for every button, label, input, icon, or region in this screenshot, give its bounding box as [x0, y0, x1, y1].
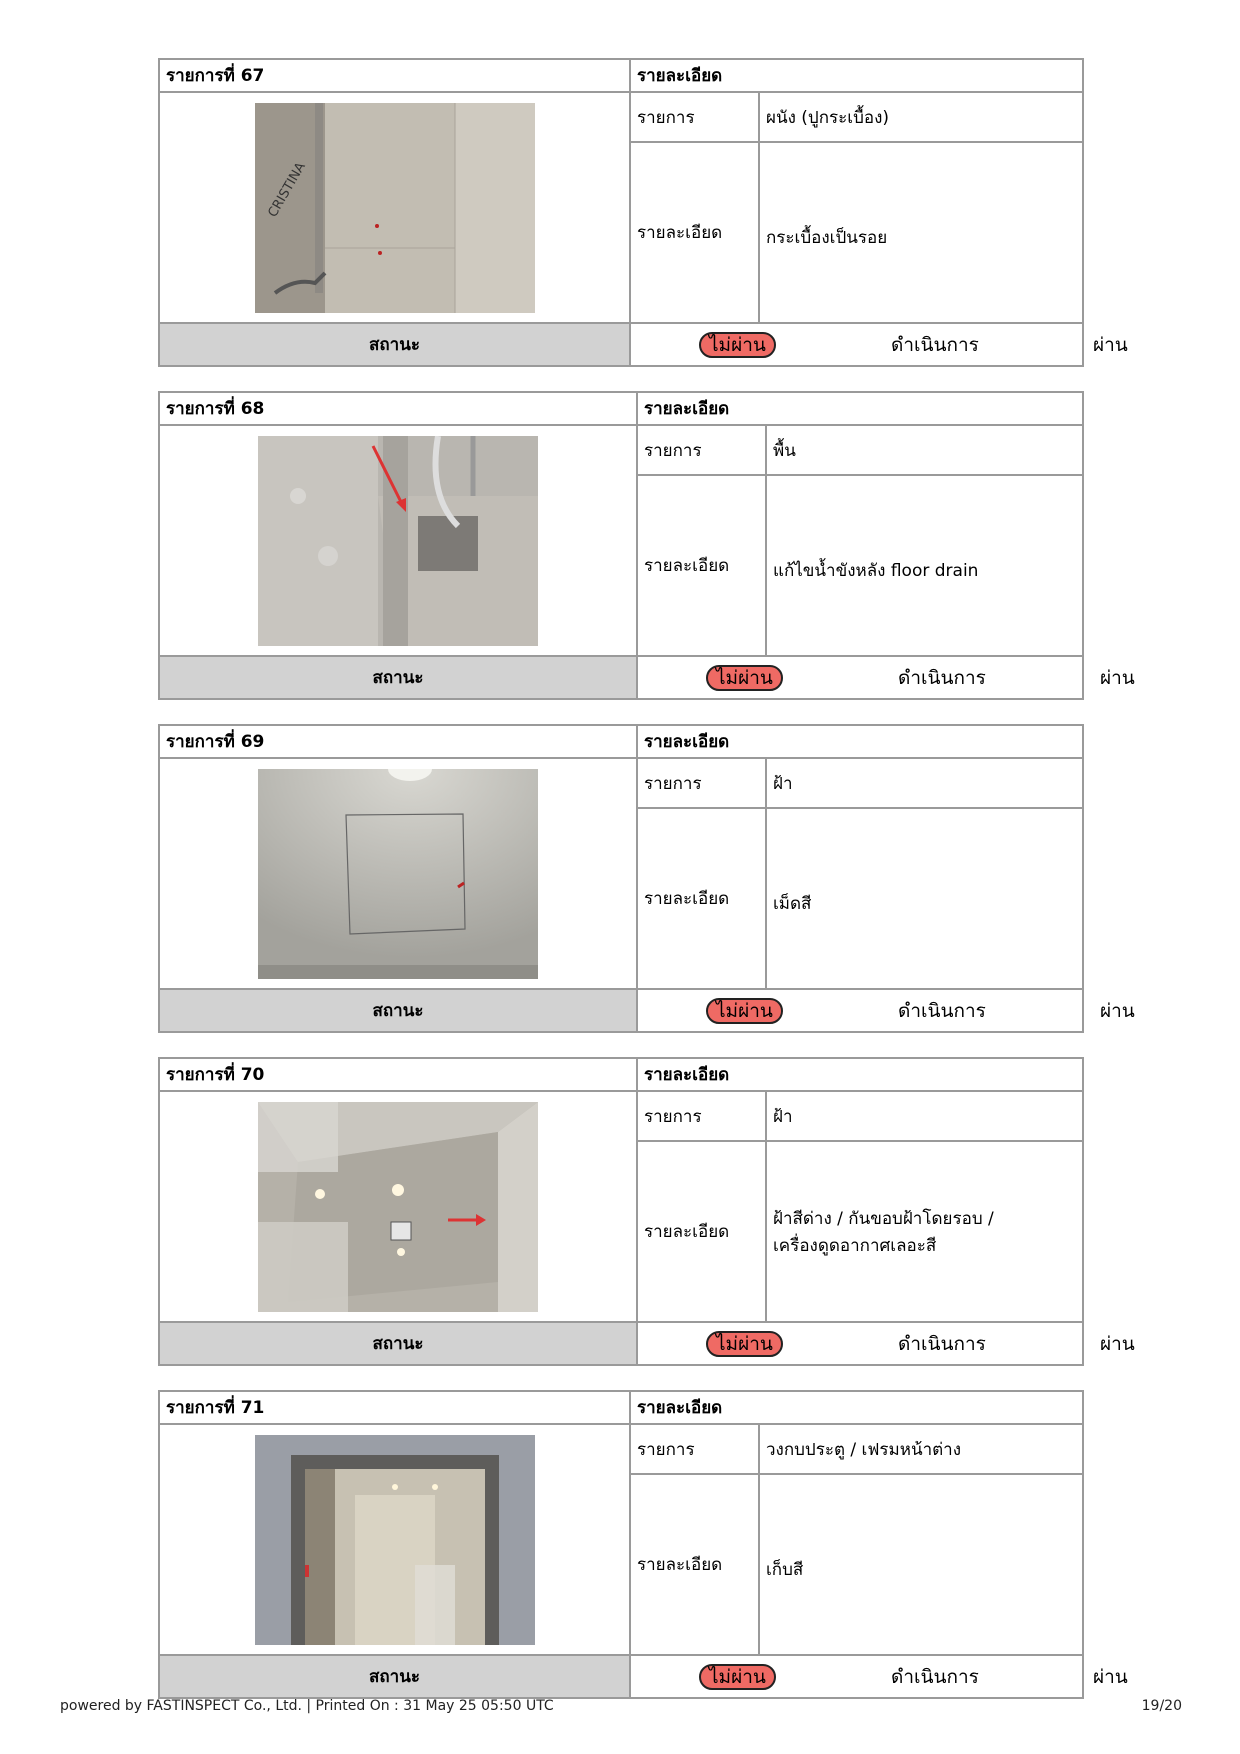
detail-value-line: เครื่องดูดอากาศเลอะสี — [773, 1235, 937, 1256]
detail-header: รายละเอียด — [637, 393, 1082, 425]
detail-label: รายละเอียด — [637, 1141, 766, 1322]
item-label: รายการ — [637, 1091, 766, 1141]
item-header: รายการที่ 70 — [160, 1059, 637, 1091]
inspection-item-69 — [158, 724, 1135, 1033]
item-header: รายการที่ 69 — [160, 726, 637, 758]
detail-label: รายละเอียด — [637, 475, 766, 656]
status-options — [630, 1655, 1128, 1697]
detail-label: รายละเอียด — [637, 808, 766, 989]
detail-value: เม็ดสี — [766, 808, 1082, 989]
detail-value-line: ฝ้าสีด่าง / กันขอบฝ้าโดยรอบ / — [773, 1208, 994, 1229]
detail-label: รายละเอียด — [630, 1474, 759, 1655]
inspection-photo[interactable] — [255, 1435, 535, 1645]
detail-label: รายละเอียด — [630, 142, 759, 323]
status-pass-option[interactable]: ผ่าน — [1100, 1332, 1135, 1355]
item-label: รายการ — [630, 1424, 759, 1474]
status-options — [637, 656, 1135, 698]
inspection-item-67 — [158, 58, 1128, 367]
item-label: รายการ — [630, 92, 759, 142]
photo-watermark: CRISTINA — [264, 159, 309, 220]
photo-cell — [160, 1424, 630, 1655]
status-fail-option[interactable]: ไม่ผ่าน — [706, 1331, 783, 1357]
item-value: วงกบประตู / เฟรมหน้าต่าง — [759, 1424, 1082, 1474]
status-pass-option[interactable]: ผ่าน — [1093, 1665, 1128, 1688]
status-label: สถานะ — [160, 1655, 630, 1697]
photo-cell — [160, 425, 637, 656]
status-in-progress-option[interactable]: ดำเนินการ — [898, 1332, 986, 1355]
photo-cell — [160, 758, 637, 989]
item-value: พื้น — [766, 425, 1082, 475]
inspection-item-70 — [158, 1057, 1135, 1366]
status-fail-option[interactable]: ไม่ผ่าน — [706, 998, 783, 1024]
detail-header: รายละเอียด — [637, 1059, 1082, 1091]
inspection-photo[interactable] — [258, 769, 538, 979]
item-label: รายการ — [637, 758, 766, 808]
status-label: สถานะ — [160, 989, 637, 1031]
detail-header: รายละเอียด — [630, 60, 1082, 92]
inspection-photo[interactable] — [258, 436, 538, 646]
footer-credit: powered by FASTINSPECT Co., Ltd. | Printed On : 31 May 25 05:50 UTC — [60, 1698, 554, 1714]
detail-value: เก็บสี — [759, 1474, 1082, 1655]
inspection-photo[interactable] — [258, 1102, 538, 1312]
inspection-photo[interactable] — [255, 103, 535, 313]
status-options — [637, 989, 1135, 1031]
status-label: สถานะ — [160, 323, 630, 365]
detail-header: รายละเอียด — [630, 1392, 1082, 1424]
item-value: ฝ้า — [766, 1091, 1082, 1141]
photo-cell — [160, 92, 630, 323]
status-label: สถานะ — [160, 1322, 637, 1364]
status-pass-option[interactable]: ผ่าน — [1093, 333, 1128, 356]
status-in-progress-option[interactable]: ดำเนินการ — [898, 666, 986, 689]
item-header: รายการที่ 67 — [160, 60, 630, 92]
status-label: สถานะ — [160, 656, 637, 698]
status-in-progress-option[interactable]: ดำเนินการ — [898, 999, 986, 1022]
status-fail-option[interactable]: ไม่ผ่าน — [706, 665, 783, 691]
detail-value: กระเบื้องเป็นรอย — [759, 142, 1082, 323]
item-header: รายการที่ 71 — [160, 1392, 630, 1424]
status-pass-option[interactable]: ผ่าน — [1100, 999, 1135, 1022]
detail-value: แก้ไขน้ำขังหลัง floor drain — [766, 475, 1082, 656]
inspection-item-71 — [158, 1390, 1128, 1699]
item-label: รายการ — [637, 425, 766, 475]
status-fail-option[interactable]: ไม่ผ่าน — [699, 332, 776, 358]
photo-cell — [160, 1091, 637, 1322]
status-pass-option[interactable]: ผ่าน — [1100, 666, 1135, 689]
page-number: 19/20 — [1141, 1698, 1182, 1714]
status-in-progress-option[interactable]: ดำเนินการ — [891, 333, 979, 356]
item-header: รายการที่ 68 — [160, 393, 637, 425]
inspection-item-68 — [158, 391, 1135, 700]
status-options — [637, 1322, 1135, 1364]
item-value: ฝ้า — [766, 758, 1082, 808]
status-fail-option[interactable]: ไม่ผ่าน — [699, 1664, 776, 1690]
detail-header: รายละเอียด — [637, 726, 1082, 758]
status-options — [630, 323, 1128, 365]
detail-value — [766, 1141, 1082, 1322]
status-in-progress-option[interactable]: ดำเนินการ — [891, 1665, 979, 1688]
item-value: ผนัง (ปูกระเบื้อง) — [759, 92, 1082, 142]
